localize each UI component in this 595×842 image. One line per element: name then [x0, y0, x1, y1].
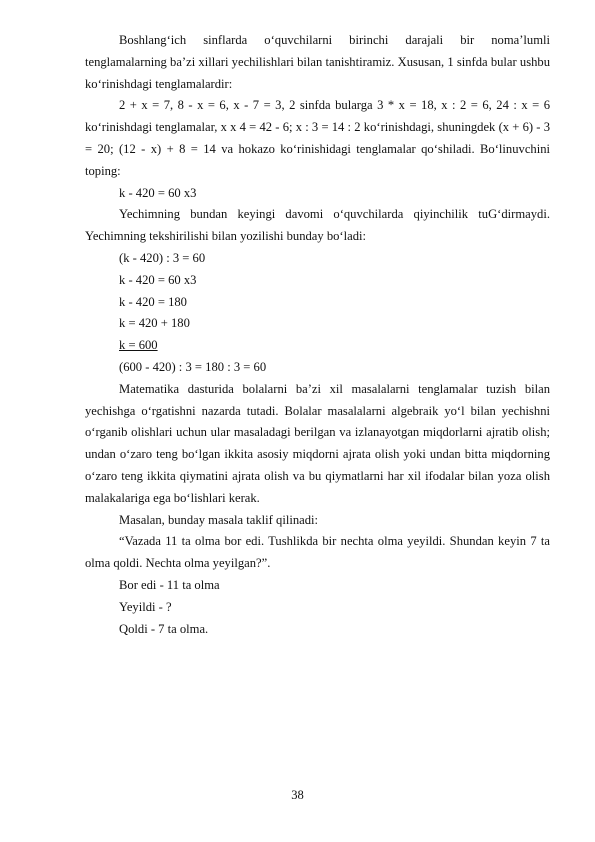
- problem-line: Yeyildi - ?: [119, 599, 172, 614]
- problem-line: Bor edi - 11 ta olma: [119, 577, 220, 592]
- document-page: [85, 30, 550, 640]
- equation-line: k = 420 + 180: [119, 316, 190, 331]
- paragraph-program: Matematika dasturida bolalarni ba’zi xil masalalarni tenglamalar tuzish bilan yechishga o‘rgatishni nazarda tutadi. Bolalar masalalarni algebraik yo‘l bilan yechishni o‘rganib olishlari uchun ular masaladagi berilgan va izlanayotgan miqdorlarni ajratib olish; undan o‘zaro teng bo‘lgan ikkita asosiy miqdorni ajrata olish yoki undan bitta miqdorning o‘zaro teng ikkita qiymatini ajrata olish va bu qiymatlarni har xil ifodalar bilan yoza olish malakalariga ega bo‘lishlari kerak.: [85, 381, 550, 505]
- paragraph-equations: 2 + x = 7, 8 - x = 6, x - 7 = 3, 2 sinfda bularga 3 * x = 18, x : 2 = 6, 24 : x = 6 ko‘rinishdagi tenglamalar, x x 4 = 42 - 6; x : 3 = 14 : 2 ko‘rinishdagi, shuningdek (x + 6) - 3 = 20; (12 - x) + 8 = 14 va hokazo ko‘rinishidagi tenglamalar qo‘shiladi. Bo‘linuvchini toping:: [85, 98, 550, 178]
- equation-line: k - 420 = 60 x3: [119, 185, 197, 200]
- problem-line: Qoldi - 7 ta olma.: [119, 621, 209, 636]
- paragraph-example-intro: Masalan, bunday masala taklif qilinadi:: [119, 512, 318, 527]
- paragraph-intro: Boshlang‘ich sinflarda o‘quvchilarni birinchi darajali bir noma’lumli tenglamalarning ba’zi xillari yechilishlari bilan tanishtiramiz. Xususan, 1 sinfda bular ushbu ko‘rinishdagi tenglamalardir:: [85, 33, 550, 91]
- equation-check: (600 - 420) : 3 = 180 : 3 = 60: [119, 359, 267, 374]
- paragraph-problem: “Vazada 11 ta olma bor edi. Tushlikda bir nechta olma yeyildi. Shundan keyin 7 ta olma qoldi. Nechta olma yeyilgan?”.: [85, 534, 550, 571]
- answer-underlined: k = 600: [119, 338, 158, 353]
- equation-answer: [85, 335, 550, 357]
- paragraph-solution: Yechimning bundan keyingi davomi o‘quvchilarda qiyinchilik tuG‘dirmaydi. Yechimning tekshirilishi bilan yozilishi bunday bo‘ladi:: [85, 207, 550, 244]
- equation-line: (k - 420) : 3 = 60: [119, 250, 206, 265]
- page-number: 38: [291, 788, 304, 802]
- equation-line: k - 420 = 60 x3: [119, 272, 197, 287]
- equation-line: k - 420 = 180: [119, 294, 187, 309]
